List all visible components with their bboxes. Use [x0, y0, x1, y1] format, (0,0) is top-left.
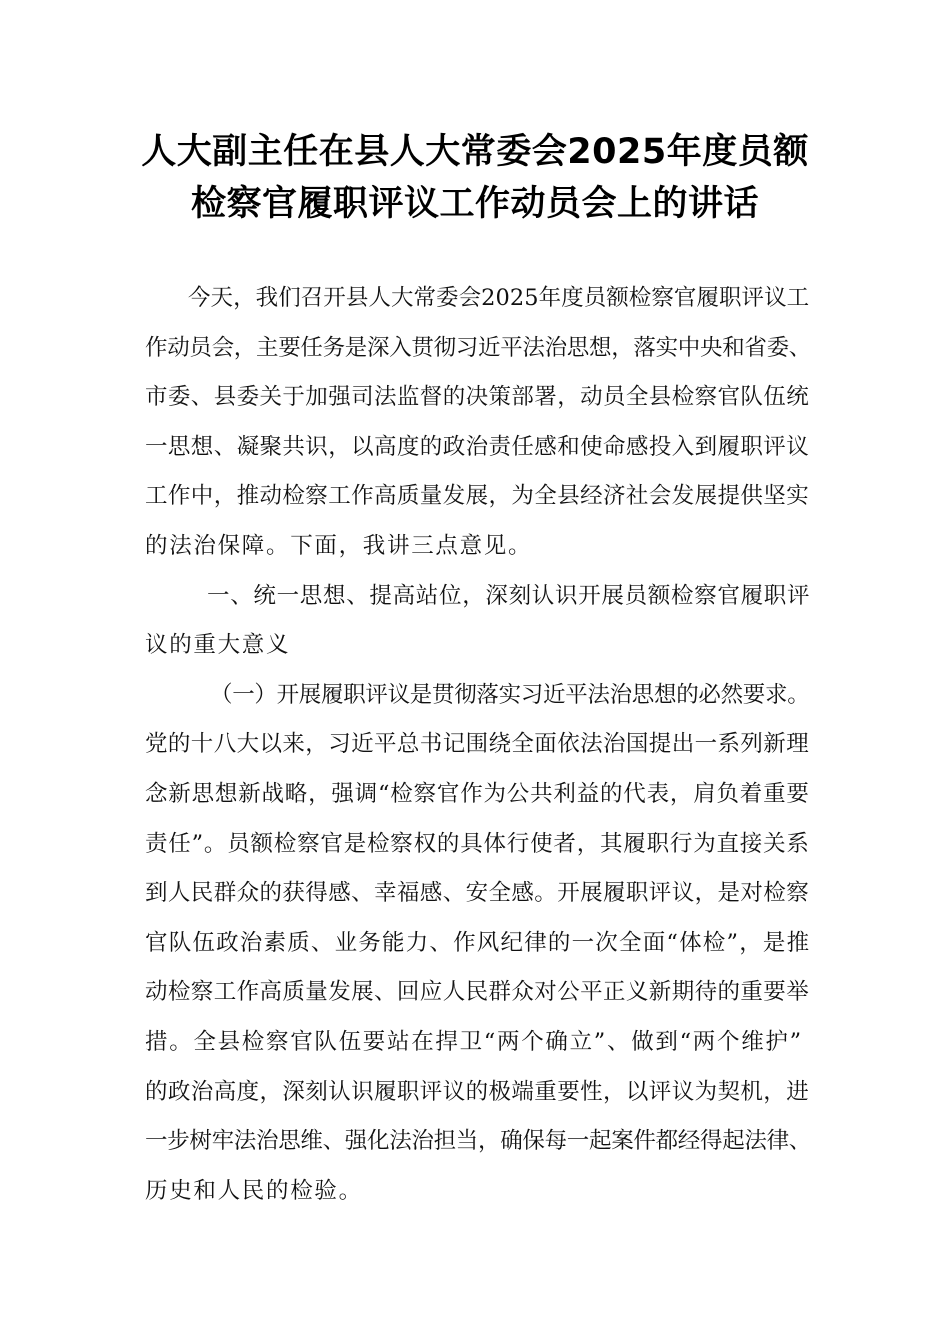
body-line: 到人民群众的获得感、幸福感、安全感。开展履职评议，是对检察 [145, 880, 810, 906]
body-line: 今天，我们召开县人大常委会2025年度员额检察官履职评议工 [188, 285, 810, 311]
body-line: 一思想、凝聚共识，以高度的政治责任感和使命感投入到履职评议 [145, 434, 810, 460]
body-line: 的政治高度，深刻认识履职评议的极端重要性，以评议为契机，进 [145, 1079, 810, 1105]
title-line-2: 检察官履职评议工作动员会上的讲话 [190, 184, 759, 224]
title-line-1: 人大副主任在县人大常委会2025年度员额 [141, 132, 809, 172]
section-heading-line: 议的重大意义 [145, 632, 291, 658]
body-line: （一）开展履职评议是贯彻落实习近平法治思想的必然要求。 [210, 682, 810, 708]
body-line: 历史和人民的检验。 [145, 1178, 363, 1204]
body-line: 念新思想新战略，强调“检察官作为公共利益的代表，肩负着重要 [145, 781, 810, 807]
section-heading-line: 一、统一思想、提高站位，深刻认识开展员额检察官履职评 [207, 583, 811, 609]
body-line: 作动员会，主要任务是深入贯彻习近平法治思想，落实中央和省委、 [145, 335, 812, 361]
body-line: 一步树牢法治思维、强化法治担当，确保每一起案件都经得起法律、 [145, 1128, 812, 1154]
body-line: 措。全县检察官队伍要站在捍卫“两个确立”、做到“两个维护” [145, 1029, 803, 1055]
body-line: 工作中，推动检察工作高质量发展，为全县经济社会发展提供坚实 [145, 483, 810, 509]
body-line: 党的十八大以来，习近平总书记围绕全面依法治国提出一系列新理 [145, 731, 810, 757]
body-line: 的法治保障。下面，我讲三点意见。 [145, 533, 533, 559]
body-line: 动检察工作高质量发展、回应人民群众对公平正义新期待的重要举 [145, 979, 810, 1005]
document-title [100, 126, 850, 230]
body-line: 官队伍政治素质、业务能力、作风纪律的一次全面“体检”，是推 [145, 930, 811, 956]
body-line: 责任”。员额检察官是检察权的具体行使者，其履职行为直接关系 [145, 831, 810, 857]
body-line: 市委、县委关于加强司法监督的决策部署，动员全县检察官队伍统 [145, 384, 810, 410]
